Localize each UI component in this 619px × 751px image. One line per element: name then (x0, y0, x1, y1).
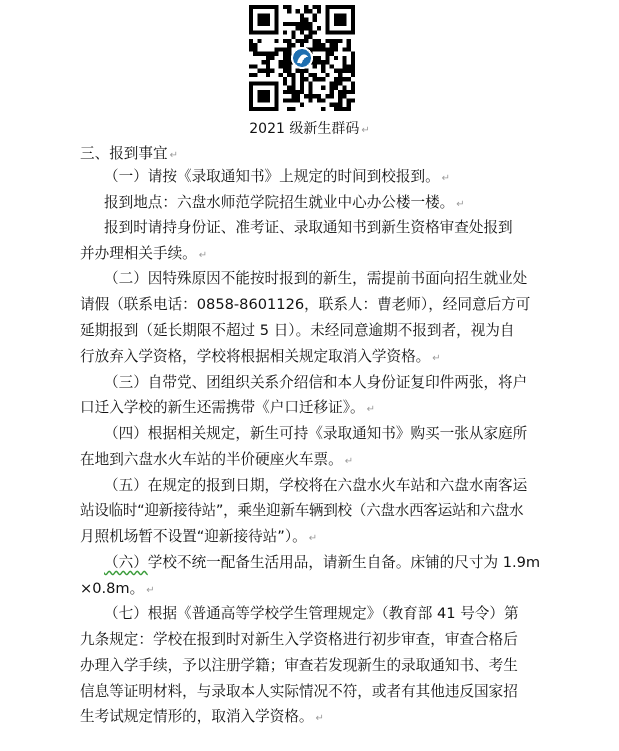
paragraph-line: （七）根据《普通高等学校学生管理规定》（教育部 41 号令）第 (104, 605, 519, 622)
paragraph-line: （二）因特殊原因不能按时报到的新生，需提前书面向招生就业处 (104, 270, 528, 287)
paragraph-line: 报到时请持身份证、准考证、录取通知书到新生资格审查处报到 (104, 219, 513, 236)
paragraph-line: 生考试规定情形的，取消入学资格。 ↵ (80, 708, 324, 725)
paragraph-line: 口迁入学校的新生还需携带《户口迁移证》。 ↵ (80, 399, 375, 416)
paragraph-line: 九条规定：学校在报到时对新生入学资格进行初步审查，审查合格后 (80, 631, 518, 648)
paragraph-line: 并办理相关手续。 ↵ (80, 245, 208, 262)
paragraph-line: （六）学校不统一配备生活用品，请新生自备。床铺的尺寸为 1.9m (104, 554, 541, 571)
paragraph-line: 延期报到（延长期限不超过 5 日）。未经同意逾期不报到者，视为自 (80, 322, 515, 339)
paragraph-line: （三）自带党、团组织关系介绍信和本人身份证复印件两张，将户 (104, 374, 528, 391)
paragraph-line: ×0.8m。 ↵ (80, 580, 155, 597)
qr-caption: 2021 级新生群码 ↵ (249, 121, 370, 137)
qr-code-image (249, 5, 355, 111)
paragraph-line: 办理入学手续，予以注册学籍；审查若发现新生的录取通知书、考生 (80, 657, 518, 674)
section-heading: 三、报到事宜 ↵ (80, 145, 178, 162)
grammar-flagged-text: （六） (104, 554, 148, 571)
paragraph-line: 行放弃入学资格，学校将根据相关规定取消入学资格。 ↵ (80, 348, 441, 365)
paragraph-line: （五）在规定的报到日期，学校将在六盘水火车站和六盘水南客运 (104, 477, 528, 494)
paragraph-line: 请假（联系电话：0858-8601126，联系人：曹老师），经同意后方可 (80, 296, 531, 313)
paragraph-line: （四）根据相关规定，新生可持《录取通知书》购买一张从家庭所 (104, 425, 528, 442)
paragraph-line: 报到地点：六盘水师范学院招生就业中心办公楼一楼。 ↵ (104, 194, 465, 211)
paragraph-line: 站设临时“迎新接待站”，乘坐迎新车辆到校（六盘水西客运站和六盘水 (80, 502, 524, 519)
paragraph-line: （一）请按《录取通知书》上规定的时间到校报到。 ↵ (104, 168, 451, 185)
paragraph-line: 信息等证明材料，与录取本人实际情况不符，或者有其他违反国家招 (80, 683, 518, 700)
paragraph-line: 在地到六盘水火车站的半价硬座火车票。 ↵ (80, 451, 354, 468)
paragraph-line: 月照机场暂不设置“迎新接待站”）。 ↵ (80, 528, 318, 545)
